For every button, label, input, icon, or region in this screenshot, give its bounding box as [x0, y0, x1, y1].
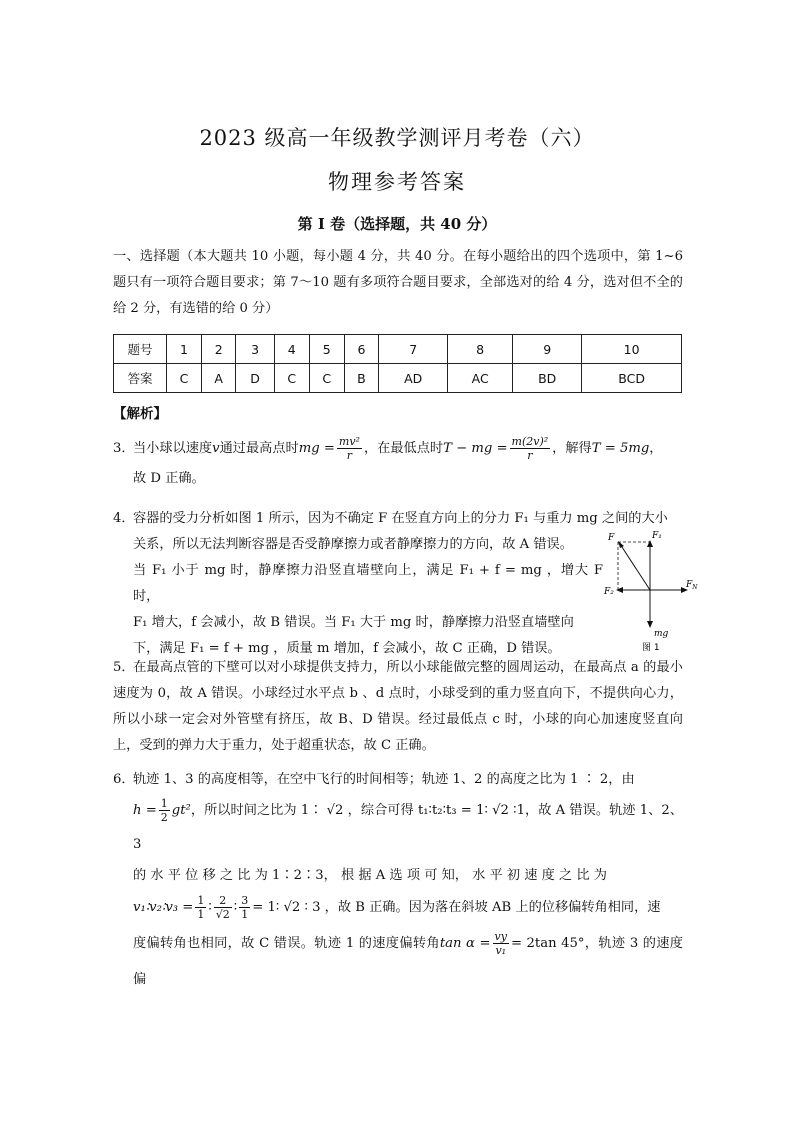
figure-caption: 图 1	[642, 643, 660, 653]
page-title: 2023 级高一年级教学测评月考卷（六）	[199, 126, 595, 150]
numerator: mv²	[338, 435, 360, 448]
numerator: 2	[214, 894, 232, 908]
item-number: 5．	[113, 660, 135, 675]
table-cell: AD	[379, 364, 448, 393]
fraction	[510, 435, 551, 462]
table-cell: AC	[448, 364, 513, 393]
table-cell: 7	[379, 335, 448, 364]
numerator: m(2v)²	[511, 435, 549, 448]
denominator: v₁	[495, 944, 507, 957]
row-label-answer: 答案	[114, 364, 167, 393]
section-heading: 第 I 卷（选择题，共 40 分）	[297, 215, 497, 233]
math: T − mg =	[443, 441, 508, 456]
force-F-line	[620, 544, 650, 590]
analysis-item-5	[113, 655, 683, 759]
table-cell: 5	[309, 335, 344, 364]
denominator: 2	[160, 811, 168, 824]
label-F: F	[608, 533, 615, 543]
numerator: 1	[160, 797, 168, 810]
text: ，在最低点时	[363, 441, 444, 456]
analysis-item-4	[113, 506, 683, 662]
text-line: 下，满足 F₁ = f + mg ，质量 m 增加，f 会减小，故 C 正确，D 错误。	[133, 641, 561, 656]
math: gt²	[171, 803, 191, 818]
denominator: r	[346, 449, 353, 462]
table-cell: B	[344, 364, 378, 393]
text: 通过最高点时	[219, 441, 299, 456]
fraction	[159, 797, 170, 824]
math: mg =	[298, 441, 335, 456]
text: 在最高点管的下壁可以对小球提供支持力，所以小球能做完整的圆周运动，在最高点 a 的最小速度为 0，故 A 错误。小球经过水平点 b 、d 点时，小球受到的重力竖直向下，不提供向心力，所以小球一定会对外管壁有挤压，故 B、D 错误。经过最低点 c 时，小球的向心加速度竖直向上，受到的弹力大于重力，处于超重状态，故 C 正确。	[113, 660, 683, 753]
table-row-numbers	[114, 335, 682, 364]
table-cell: 2	[202, 335, 236, 364]
text-line: 关系，所以无法判断容器是否受静摩擦力或者静摩擦力的方向，故 A 错误。	[133, 537, 573, 552]
table-cell: 10	[582, 335, 682, 364]
text-line: 故 D 正确。	[133, 471, 205, 486]
arrowhead	[647, 540, 653, 547]
intro-paragraph: 一、选择题（本大题共 10 小题，每小题 4 分，共 40 分。在每小题给出的四个选项中，第 1~6 题只有一项符合题目要求；第 7～10 题有多项符合题目要求，全部选对的给 4 分，选对但不全的给 2 分，有选错的给 0 分）	[113, 249, 683, 316]
text: 当小球以速度	[133, 441, 213, 456]
numerator: vy	[494, 930, 507, 943]
table-cell: 8	[448, 335, 513, 364]
table-cell: C	[167, 364, 202, 393]
label-FN	[685, 580, 698, 591]
label-mg: mg	[654, 629, 669, 639]
math: h =	[133, 803, 157, 818]
text-line: 轨迹 1、3 的高度相等，在空中飞行的时间相等；轨迹 1、2 的高度之比为 1 ∶ 2，由	[133, 772, 635, 787]
text: = 1∶ √2 ∶ 3 ，故 B 正确。因为落在斜坡 AB 上的位移偏转角相同，速	[252, 900, 661, 915]
table-cell: D	[236, 364, 274, 393]
denominator: 1	[241, 908, 249, 921]
fraction	[493, 930, 509, 957]
table-cell: 4	[274, 335, 309, 364]
math: T = 5mg	[591, 441, 650, 456]
table-cell: BCD	[582, 364, 682, 393]
text-line: 的 水 平 位 移 之 比 为 1∶2∶3， 根 据 A 选 项 可 知， 水 平 初 速 度 之 比 为	[133, 868, 607, 883]
table-cell: C	[309, 364, 344, 393]
page-subtitle: 物理参考答案	[328, 170, 466, 194]
item-number: 6．	[113, 772, 135, 787]
math: v₁∶v₂∶v₃ =	[133, 900, 194, 915]
answer-table	[113, 334, 682, 393]
table-cell: 6	[344, 335, 378, 364]
item-number: 3．	[113, 441, 135, 456]
label-FN-sub: N	[692, 584, 698, 591]
table-row-answers	[114, 364, 682, 393]
text: = 2tan 45°，轨迹 3 的速度偏	[133, 936, 683, 987]
text-line	[113, 926, 683, 998]
table-cell: BD	[513, 364, 582, 393]
analysis-item-3	[113, 434, 683, 494]
table-cell: C	[274, 364, 309, 393]
text: ，解得	[552, 441, 592, 456]
table-cell: 1	[167, 335, 202, 364]
label-FN-main: F	[686, 580, 693, 590]
fraction	[214, 894, 232, 921]
item-number: 4．	[113, 511, 135, 526]
text-line: 当 F₁ 小于 mg 时，静摩擦力沿竖直墙壁向上，满足 F₁ + f = mg ，增大 F 时，	[133, 563, 603, 604]
arrowhead	[616, 587, 623, 593]
text-line: v₁∶v₂∶v₃ = $\frac{1}{1}$ ∶ $\frac{2}{√2}$ ∶ $\frac{3}{1}$ = 1∶ √2 ∶ 3 ，故 B 正确。因为落在斜坡 AB 上的位移偏转角相同，速	[133, 894, 661, 921]
fraction	[337, 435, 362, 462]
text-line	[113, 794, 683, 862]
text-line: F₁ 增大，f 会减小，故 B 错误。当 F₁ 大于 mg 时，静摩擦力沿竖直墙壁向	[133, 615, 574, 630]
label-F1: F₁	[652, 531, 662, 541]
denominator: 1	[197, 908, 205, 921]
text: ，所以时间之比为 1∶ √2 ，综合可得 t₁∶t₂∶t₃ = 1∶ √2 ∶1，故 A 错误。轨迹 1、2、3	[133, 803, 683, 852]
row-label-number: 题号	[114, 335, 167, 364]
text: ，	[649, 441, 663, 456]
text: 度偏转角也相同，故 C 错误。轨迹 1 的速度偏转角	[133, 936, 440, 951]
force-diagram-figure	[600, 528, 700, 658]
denominator: r	[527, 449, 533, 462]
denominator: √2	[215, 908, 230, 921]
numerator: 3	[241, 894, 249, 907]
table-cell: 3	[236, 335, 274, 364]
math: v	[212, 441, 220, 456]
table-cell: A	[202, 364, 236, 393]
arrowhead	[647, 621, 653, 628]
label-F2: F₂	[604, 587, 614, 597]
fraction	[239, 894, 250, 921]
math: tan α =	[439, 936, 491, 951]
fraction	[195, 894, 206, 921]
numerator: 1	[197, 894, 205, 907]
analysis-label: 【解析】	[113, 406, 167, 422]
text-line: 容器的受力分析如图 1 所示，因为不确定 F 在竖直方向上的分力 F₁ 与重力 mg 之间的大小	[133, 511, 668, 526]
analysis-item-6	[113, 766, 683, 998]
table-cell: 9	[513, 335, 582, 364]
